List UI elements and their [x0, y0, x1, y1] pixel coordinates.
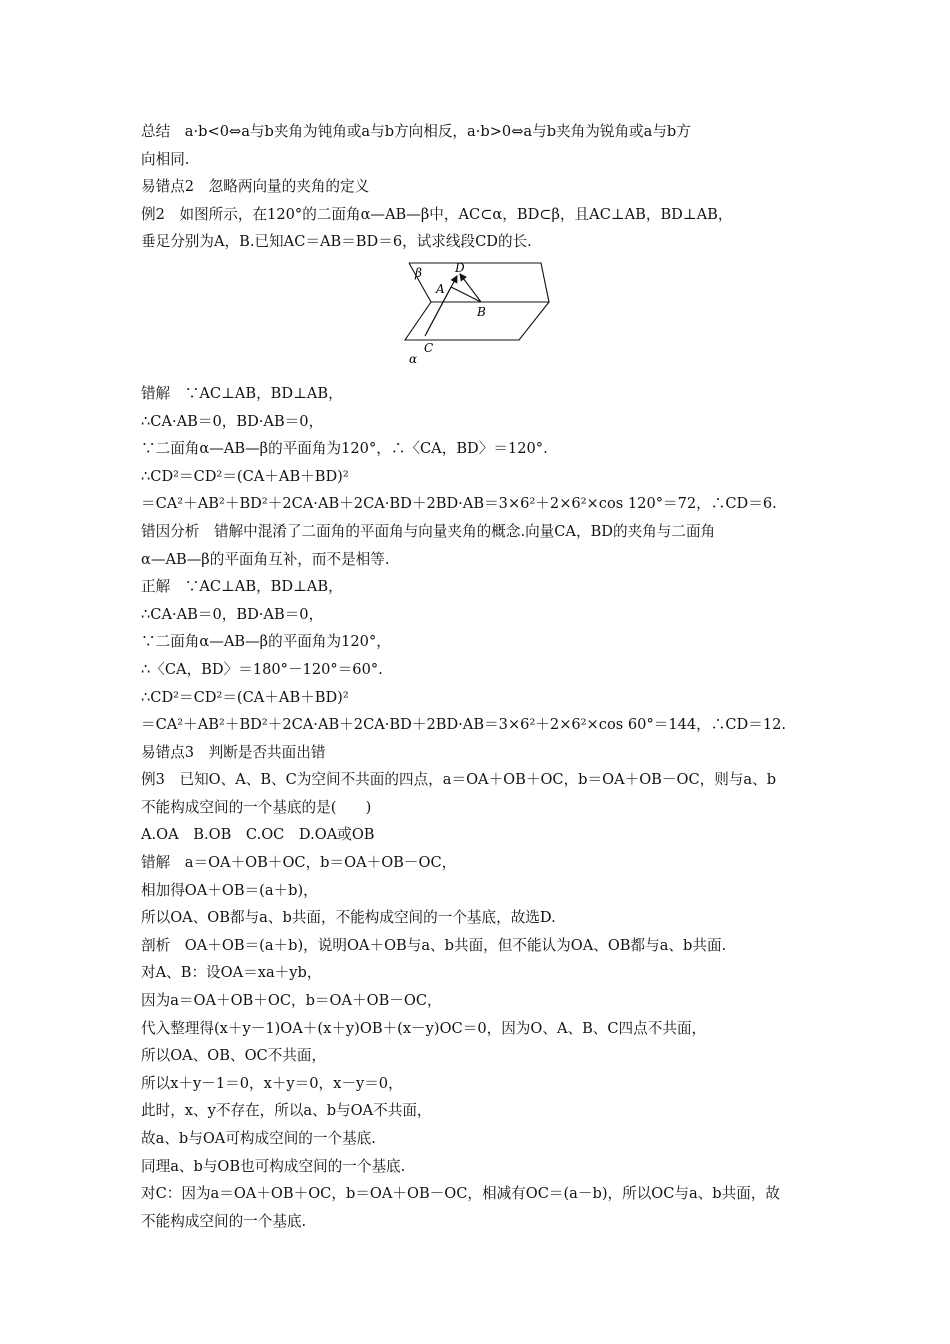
text-line: 不能构成空间的一个基底.	[141, 1212, 307, 1230]
example-2-line-1: 例2 如图所示，在120°的二面角α—AB—β中，AC⊂α，BD⊂β，且AC⊥AB，BD⊥AB，	[141, 205, 733, 223]
dihedral-angle-figure	[141, 260, 813, 372]
solution-body	[141, 380, 813, 1235]
text-line: 代入整理得(x＋y－1)OA＋(x＋y)OB＋(x－y)OC＝0，因为O、A、B、C四点不共面，	[141, 1019, 707, 1037]
text-line: 错解 a＝OA＋OB＋OC，b＝OA＋OB－OC，	[141, 854, 457, 872]
plane-beta-outline	[409, 260, 549, 302]
label-beta: β	[415, 265, 422, 280]
text-line: 错因分析 错解中混淆了二面角的平面角与向量夹角的概念.向量CA，BD的夹角与二面角	[141, 522, 716, 540]
text-line: 剖析 OA＋OB＝(a＋b)，说明OA＋OB与a、b共面，但不能认为OA、OB都与a、b共面.	[141, 936, 727, 954]
text-line: ∴CD²＝CD²＝(CA＋AB＋BD)²	[141, 688, 349, 706]
text-line: α—AB—β的平面角互补，而不是相等.	[141, 550, 390, 568]
label-a: A	[436, 281, 445, 296]
text-line: 所以x＋y－1＝0，x＋y＝0，x－y＝0，	[141, 1074, 403, 1092]
text-line: ∴CA·AB＝0，BD·AB＝0，	[141, 605, 324, 623]
label-c: C	[424, 340, 434, 355]
text-line: 因为a＝OA＋OB＋OC，b＝OA＋OB－OC，	[141, 992, 442, 1010]
text-line: 例3 已知O、A、B、C为空间不共面的四点，a＝OA＋OB＋OC，b＝OA＋OB－OC，则与a、b	[141, 771, 777, 789]
text-line: 对C：因为a＝OA＋OB＋OC，b＝OA＋OB－OC，相减有OC＝(a－b)，所以OC与a、b共面，故	[141, 1185, 781, 1203]
segment-ab-upper	[451, 287, 481, 302]
text-line: ∴CA·AB＝0，BD·AB＝0，	[141, 412, 324, 430]
text-line: ∵二面角α—AB—β的平面角为120°，∴〈CA，BD〉＝120°.	[141, 440, 548, 458]
text-line: 对A、B：设OA＝xa＋yb，	[141, 964, 322, 982]
text-line: 不能构成空间的一个基底的是( )	[141, 798, 372, 816]
label-d: D	[455, 260, 465, 275]
vector-bd	[460, 274, 481, 302]
section-heading-3: 易错点3 判断是否共面出错	[141, 743, 326, 761]
summary-line-2: 向相同.	[141, 150, 190, 168]
example-2-line-2: 垂足分别为A，B.已知AC＝AB＝BD＝6，试求线段CD的长.	[141, 233, 532, 251]
summary-line-1: 总结 a·b<0⇔a与b夹角为钝角或a与b方向相反，a·b>0⇔a与b夹角为锐角或a与b方	[141, 123, 691, 140]
text-line: 正解 ∵AC⊥AB，BD⊥AB，	[141, 578, 343, 596]
text-line: 所以OA、OB都与a、b共面，不能构成空间的一个基底，故选D.	[141, 909, 556, 927]
text-line: 故a、b与OA可构成空间的一个基底.	[141, 1130, 376, 1147]
text-line: ∵二面角α—AB—β的平面角为120°，	[141, 633, 391, 651]
text-line: 此时，x、y不存在，所以a、b与OA不共面，	[141, 1102, 432, 1120]
label-b: B	[477, 304, 486, 319]
label-alpha: α	[409, 351, 418, 366]
text-line: ∴CD²＝CD²＝(CA＋AB＋BD)²	[141, 467, 349, 485]
text-line: 所以OA、OB、OC不共面，	[141, 1047, 327, 1065]
text-line: 相加得OA＋OB＝(a＋b)，	[141, 881, 318, 899]
dihedral-diagram	[403, 260, 553, 372]
text-line: ＝CA²＋AB²＋BD²＋2CA·AB＋2CA·BD＋2BD·AB＝3×6²＋2×6²×cos 60°＝144，∴CD＝12.	[141, 716, 787, 734]
text-line: ∴〈CA，BD〉＝180°－120°＝60°.	[141, 660, 383, 678]
section-heading-2: 易错点2 忽略两向量的夹角的定义	[141, 178, 370, 196]
text-line: ＝CA²＋AB²＋BD²＋2CA·AB＋2CA·BD＋2BD·AB＝3×6²＋2×6²×cos 120°＝72，∴CD＝6.	[141, 495, 777, 513]
text-line: 同理a、b与OB也可构成空间的一个基底.	[141, 1157, 406, 1175]
document-page	[141, 118, 813, 1235]
text-line: 错解 ∵AC⊥AB，BD⊥AB，	[141, 384, 343, 402]
answer-options: A.OA B.OB C.OC D.OA或OB	[141, 826, 375, 844]
